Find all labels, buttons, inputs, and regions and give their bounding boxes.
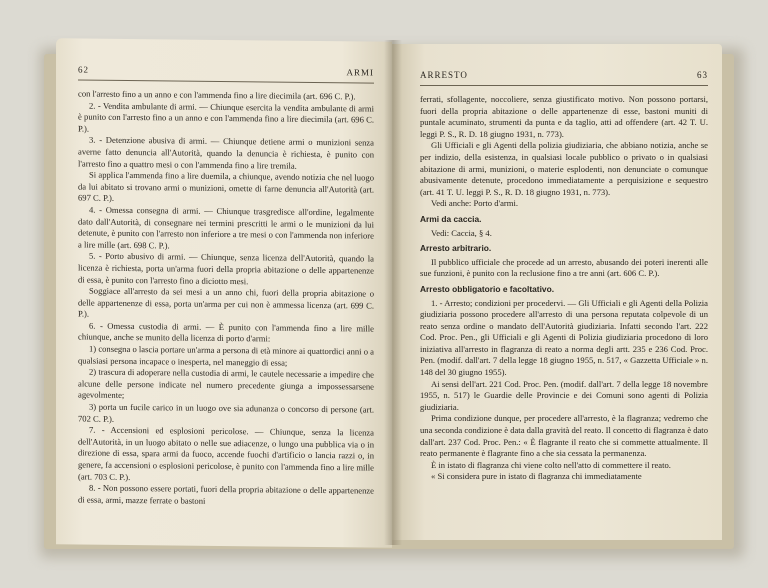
left-paragraph: 2) trascura di adoperare nella custodia di armi, le cautele necessarie a impedire che alcune delle persone indicate nel numero precedente giunga a impossessarsene agevolmente; — [78, 366, 374, 401]
left-paragraph: 7. - Accensioni ed esplosioni pericolose. — Chiunque, senza la licenza dell'Autorità, in un luogo abitato o nelle sue adiacenze, o lungo una pubblica via o in direzione di essa, spara armi da fuoco, accende fuochi d'artificio o lancia razzi o, in genere, fa accensioni o esplosioni pericolose, è punito con l'ammenda fino a lire mille (art. 703 C. P.). — [78, 424, 374, 482]
right-paragraph: Ai sensi dell'art. 221 Cod. Proc. Pen. (modif. dall'art. 7 della legge 18 novembre 1955, n. 517) le Guardie delle Provincie e dei Comuni sono agenti di Polizia giudiziaria. — [420, 378, 708, 412]
right-page — [392, 44, 722, 540]
left-paragraph: 3) porta un fucile carico in un luogo ove sia adunanza o concorso di persone (art. 702 C. P.). — [78, 401, 374, 424]
right-paragraph: « Si considera pure in istato di flagranza chi immediatamente — [431, 471, 642, 482]
right-paragraph: Gli Ufficiali e gli Agenti della polizia giudiziaria, che abbiano notizia, anche se per indizio, della esistenza, in qualsiasi locale pubblico o privato o in qualsiasi abitazione di armi, munizioni, o materie esplodenti, non denunciate o comunque abusivamente detenute, procedono immediatamente a perquisizione e sequestro (art. 41 T. U. leggi P. S., R. D. 18 giugno 1931, n. 773). — [420, 140, 708, 197]
right-paragraph: Il pubblico ufficiale che procede ad un arresto, abusando dei poteri inerenti alle sue funzioni, è punito con la reclusione fino a tre anni (art. 606 C. P.). — [420, 256, 708, 279]
page-number-left: 62 — [78, 64, 89, 75]
book-gutter — [384, 40, 402, 545]
right-paragraph: Prima condizione dunque, per procedere all'arresto, è la flagranza; vedremo che una seconda condizione è data dalla gravità del reato. Il concetto di flagranza è dato dall'art. 237 Cod. Proc. Pen.: « È flagrante il reato che si commette attualmente. Il reato permanente è flagrante fino a che sia cessata la permanenza. — [420, 413, 708, 459]
left-page — [56, 38, 392, 548]
left-paragraph: Soggiace all'arresto da sei mesi a un anno chi, fuori della propria abitazione o delle appartenenze di essa, porta un'arma per cui non è ammessa licenza (art. 699 C. P.). — [78, 285, 374, 319]
right-paragraph: 1. - Arresto; condizioni per procedervi. — Gli Ufficiali e gli Agenti della Polizia giudiziaria possono procedere all'arresto di una persona reputata colpevole di un reato senza ordine o mandato dell'Autorità giudiziaria. Infatti secondo l'art. 222 Cod. Proc. Pen., gli Ufficiali e gli Agenti di Polizia giudiziaria procedono di loro iniziativa all'arresto in flagranza di reato a norma degli artt. 235 e 236 Cod. Proc. Pen. (modif. dall'art. 7 della legge 18 giugno 1955, n. 517, « Gazzetta Ufficiale » n. 148 del 30 giugno 1955). — [420, 297, 708, 378]
right-paragraph: Vedi anche: Porto d'armi. — [431, 198, 518, 209]
left-paragraph: 8. - Non possono essere portati, fuori della propria abitazione o delle appartenenze di essa, armi, mazze ferrate o bastoni — [78, 482, 374, 506]
left-paragraph: 2. - Vendita ambulante di armi. — Chiunque esercita la vendita ambulante di armi è punito con l'arresto fino a un anno e con l'ammenda fino a lire diecimila (art. 696 C. P.). — [78, 100, 374, 134]
left-paragraph: 5. - Porto abusivo di armi. — Chiunque, senza licenza dell'Autorità, quando la licenza è richiesta, porta un'arma fuori della propria abitazione o delle appartenenze di essa, è punito con l'arresto fino a diciotto mesi. — [78, 250, 374, 286]
left-paragraph: 6. - Omessa custodia di armi. — È punito con l'ammenda fino a lire mille chiunque, anche se munito della licenza di porto d'armi: — [78, 320, 374, 344]
running-head-left: ARMI — [346, 67, 374, 78]
right-page-header — [420, 70, 708, 84]
header-rule-right — [420, 85, 708, 86]
page-number-right: 63 — [697, 70, 708, 80]
left-paragraph: 4. - Omessa consegna di armi. — Chiunque trasgredisce all'ordine, legalmente dato dall'Autorità, di consegnare nei termini prescritti le armi o le munizioni da lui detenute, è punito con l'arresto non inferiore a tre mesi o con l'ammenda non inferiore a lire mille (art. 698 C. P.). — [78, 204, 374, 251]
left-paragraph: 1) consegna o lascia portare un'arma a persona di età minore ai quattordici anni o a qualsiasi persona incapace o inesperta, nel maneggio di essa; — [78, 343, 374, 368]
right-paragraph: È in istato di flagranza chi viene colto nell'atto di commettere il reato. — [431, 459, 671, 470]
left-paragraph: Si applica l'ammenda fino a lire duemila, a chiunque, avendo notizia che nel luogo da lui abitato si trovano armi o munizioni, omette di farne denuncia all'Autorità (art. 697 C. P.). — [78, 169, 374, 204]
left-paragraph: 3. - Detenzione abusiva di armi. — Chiunque detiene armi o munizioni senza averne fatto denuncia all'Autorità, quando la denuncia è richiesta, è punito con l'arresto fino a quattro mesi o con l'ammenda fino a lire tremila. — [78, 134, 374, 171]
right-paragraph: Vedi: Caccia, § 4. — [431, 227, 492, 238]
left-page-body — [78, 88, 374, 508]
running-head-right: ARRESTO — [420, 70, 468, 80]
right-paragraph: ferrati, sfollagente, noccoliere, senza giustificato motivo. Non possono portarsi, fuori della propria abitazione o delle appartenenze di esse, bastoni muniti di puntale acuminato, strumenti da punta e da taglio, atti ad offendere (art. 42 T. U. leggi P. S., R. D. 18 giugno 1931, n. 773). — [420, 94, 708, 139]
section-heading: Arresto obbligatorio e facoltativo. — [420, 283, 555, 294]
section-heading: Armi da caccia. — [420, 213, 482, 224]
right-page-body — [420, 94, 708, 483]
left-paragraph: con l'arresto fino a un anno e con l'ammenda fino a lire diecimila (art. 696 C. P.). — [78, 88, 356, 102]
section-heading: Arresto arbitrario. — [420, 243, 492, 254]
